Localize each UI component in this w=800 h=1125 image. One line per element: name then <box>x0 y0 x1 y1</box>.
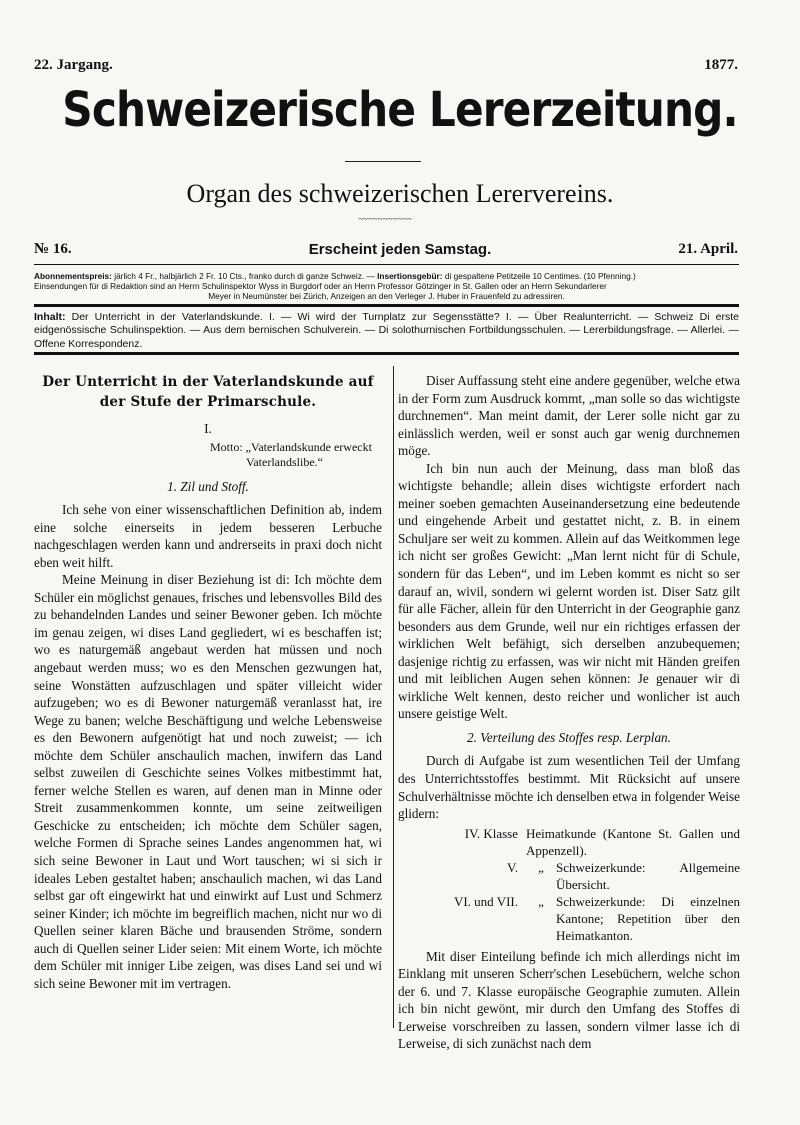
title-divider <box>345 161 421 162</box>
paragraph: Meine Meinung in diser Beziehung ist di: Ich möchte dem Schüler ein möglichst genaues, frisches und lebensvolles Bild des zu behandelnden Landes und seiner Bewoner geben. Ich möchte im genau zeigen, wi dises Land gegliedert, wi es beschaffen ist; wo es naturgemäß angebaut werden hat müssen und noch angebaut werden muss; wo es den Menschen gezwungen hat, seine Wonstätten aufzuschlagen und später villeicht wider aufzugeben; wo es di Bewoner naturgemäß veranlasst hat, ire Wege zu banen; welche Beschäftigung und welche Lebensweise es den Bewonern aufgenötigt hat und noch zuweist; — ich möchte dem Schüler anschaulich machen, inwifern das Land selbst zuweilen di Geschichte seines Volkes mitbestimmt hat, ferner welche Stellen es waren, auf denen man in Minne oder Streit zusammenkommen konnte, um seine zeitweiligen Geschicke zu entscheiden; ich möchte dem Schüler sagen, welche Formen di Sprache seines Landes angenommen hat, wi sich seine Bewoner in Laut und Wort tauschen; wi si sich ir ideales Leben gestaltet haben; anschaulich machen, wi das Land selbst gar oft eingewirkt hat und einwirkt auf Lust und Schmerz seiner Kinder; ich möchte im begreiflich machen, nicht nur wo di Quellen seiner klaren Bäche und brausenden Ströme, sondern auch di Quellen seiner Lider seien: Mit einem Worte, ich möchte dem Schüler mit inniger Libe zeigen, was dises Land sei und wi sich seine Bewoner mit im vertragen. <box>34 572 382 991</box>
newspaper-subtitle: Organ des schweizerischen Lerervereins. <box>186 179 614 208</box>
paragraph: Durch di Aufgabe ist zum wesentlichen Teil der Umfang des Unterrichtsstoffes bestimmt. Mit Rücksicht auf unsere Schulverhältnisse möchte ich denselben etwa in folgender Weise glidern: <box>398 753 740 822</box>
plan-row: VI. und VII. „ Schweizerkunde: Di einzelnen Kantone; Repetition über den Heimatkanton. <box>453 893 740 943</box>
plan-row: IV. Klasse Heimatkunde (Kantone St. Gallen und Appenzell). <box>464 825 740 858</box>
article-part: I. <box>204 421 212 436</box>
volume-number: 22. Jargang. <box>34 57 113 73</box>
subscription-info <box>34 271 739 301</box>
submission-info: Einsendungen für di Redaktion sind an Herrn Schulinspektor Wyss in Burgdorf oder an Herrn Professor Götzinger in St. Gallen oder an Herrn Sekundarlerer <box>34 281 607 291</box>
insertion-text: di gespaltene Petitzeile 10 Centimes. (10 Pfenning.) <box>442 271 636 281</box>
section-heading-1: 1. Zil und Stoff. <box>167 478 249 494</box>
curriculum-plan <box>398 825 740 944</box>
motto: Motto: „Vaterlandskunde erweckt Vaterlandslibe.“ <box>210 439 372 469</box>
section-heading-2: 2. Verteilung des Stoffes resp. Lerplan. <box>467 729 671 745</box>
issue-number: № 16. <box>34 241 72 257</box>
insertion-label: Insertionsgebür: <box>377 271 443 281</box>
table-of-contents <box>34 311 739 351</box>
paragraph: Diser Auffassung steht eine andere gegenüber, welche etwa in der Form zum Ausdruck kommt, „man solle so das wichtigste durchnemen“. Man meint damit, der Lerer solle nicht gar zu einlässlich werden, weil er sonst auch gar wenig durchnemen möge. <box>398 373 740 459</box>
subscription-text: järlich 4 Fr., halbjärlich 2 Fr. 10 Cts., franko durch di ganze Schweiz. — <box>111 271 378 281</box>
header-rule <box>34 264 739 265</box>
subscription-label: Abonnementspreis: <box>34 271 112 281</box>
paragraph: Mit diser Einteilung befinde ich mich allerdings nicht im Einklang mit unseren Scherr'schen Lesebüchern, welche schon der 6. und 7. Klasse europäische Geographie zumuten. Allein ich bin nicht gewönt, mir durch den Umfang des Stoffes di Lerweise vorschreiben zu lassen, sondern vilmer lasse ich di Lerweise, di sich zunächst nach dem <box>398 948 740 1052</box>
toc-rule-top <box>34 304 739 307</box>
plan-row: V. „ Schweizerkunde: Allgemeine Übersicht. <box>507 859 740 892</box>
paragraph: Ich sehe von einer wissenschaftlichen Definition ab, indem eine solche einerseits in jedem besseren Lerbuche nachgeschlagen werden kann und andrerseits in praxi doch nicht eben weit hilft. <box>34 502 382 570</box>
newspaper-title: Schweizerische Lererzeitung. <box>62 82 738 138</box>
toc-text: Der Unterricht in der Vaterlandskunde. I. — Wi wird der Turnplatz zur Segensstätte? I. — Über Realunterricht. — Schweiz Di erste eidgenössische Schulinspektion. — Aus dem bernischen Schulverein. — Di solothurnischen Fortbildungsschulen. — Lererbildungsfrage. — Allerlei. — Offene Korrespondenz. <box>34 311 739 350</box>
toc-rule-bottom <box>34 352 739 355</box>
left-column <box>34 372 382 992</box>
column-divider <box>393 366 394 1028</box>
right-column <box>398 372 740 1053</box>
issue-date: 21. April. <box>678 241 738 257</box>
article-title: Der Unterricht in der Vaterlandskunde auf der Stufe der Primarschule. <box>42 374 374 410</box>
issue-frequency: Erscheint jeden Samstag. <box>308 241 492 258</box>
paragraph: Ich bin nun auch der Meinung, dass man bloß das wichtigste behandle; allein dises wichtigste erfordert nach meiner soeben gemachten Auseinandersetzung eine bedeutende und eingehende Arbeit und gestattet nicht, z. B. in einem Schuljare ser weit zu kommen. Allein auf das Weitkommen lege ich nicht ser großes Gewicht: „Man lernt nicht für di Schule, sondern für das Leben“, und im Leben kommt es nicht so ser darauf an, wivil, sondern wi gelernt worden ist. Diser Satz gilt für alle Fächer, allein für den Unterricht in der Geographie ganz besonders aus dem Grunde, weil nur ein richtiges erfassen der wirklichen Welt befähigt, sich derselben anzubequemen; dasjenige richtig zu erfassen, was wir nicht mit Händen greifen und mit leiblichen Augen sehen können: Je genauer wir di wirkliche Welt kennen, desto reicher und wonlicher ist auch unsere geistige Welt. <box>398 460 740 722</box>
publisher-info: Meyer in Neumünster bei Zürich, Anzeigen an den Verleger J. Huber in Frauenfeld zu adressiren. <box>208 291 565 301</box>
ornament-flourish: ~~~~~~~~~~~ <box>358 214 412 224</box>
toc-label: Inhalt: <box>34 311 66 323</box>
year: 1877. <box>704 57 738 73</box>
